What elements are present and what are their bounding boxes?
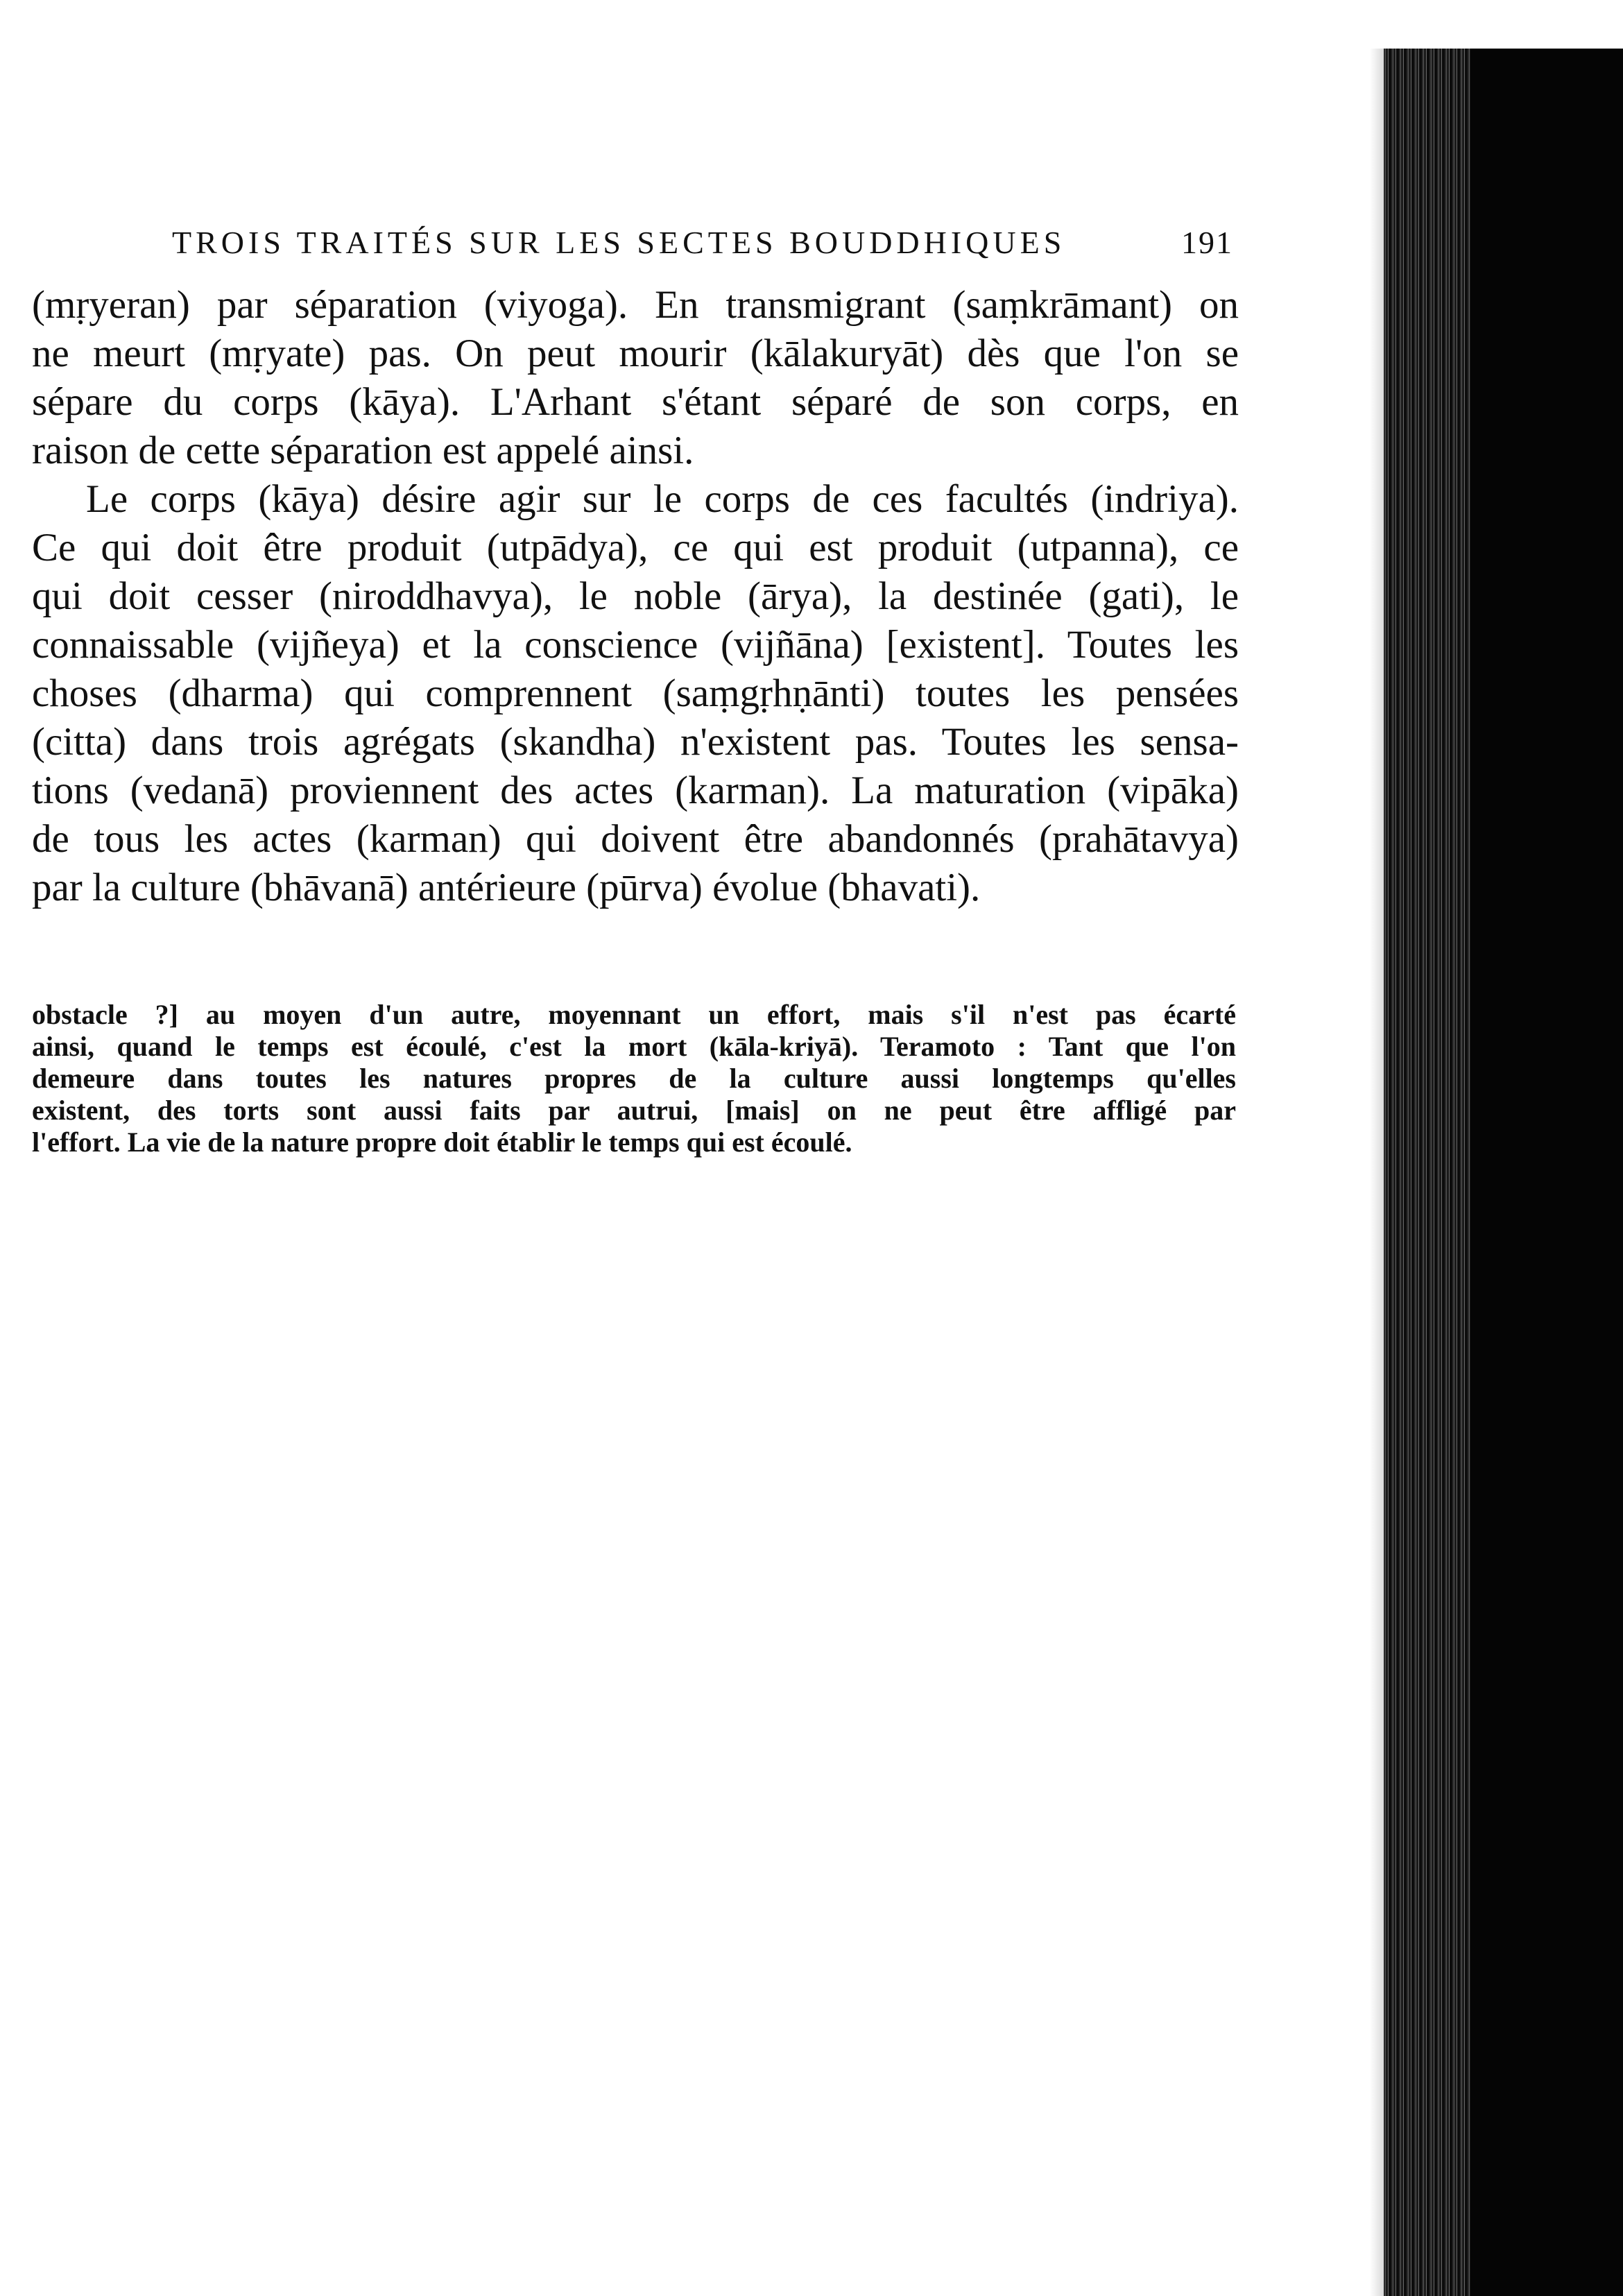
page-number: 191 (1181, 225, 1233, 260)
text-line: Le corps (kāya) désire agir sur le corps de ces facultés (indriya). (86, 477, 1239, 521)
footnote-line: ainsi, quand le temps est écoulé, c'est la mort (kāla-kriyā). Teramoto : Tant que l'on (32, 1031, 1236, 1062)
running-header (172, 222, 1233, 264)
text-line: tions (vedanā) proviennent des actes (karman). La maturation (vipāka) (32, 769, 1239, 812)
text-line: par la culture (bhāvanā) antérieure (pūrva) évolue (bhavati). (32, 866, 981, 909)
footnote-line: demeure dans toutes les natures propres de la culture aussi longtemps qu'elles (32, 1063, 1236, 1094)
footnote-line: l'effort. La vie de la nature propre doit établir le temps qui est écoulé. (32, 1126, 852, 1158)
scan-edge-dark (1470, 49, 1623, 2296)
text-line: Ce qui doit être produit (utpādya), ce qui est produit (utpanna), ce (32, 526, 1239, 569)
text-line: qui doit cesser (niroddhavya), le noble (ārya), la destinée (gati), le (32, 574, 1239, 618)
running-title: TROIS TRAITÉS SUR LES SECTES BOUDDHIQUES (172, 225, 1066, 260)
text-line: de tous les actes (karman) qui doivent être abandonnés (prahātavya) (32, 817, 1239, 861)
main-text (32, 281, 1239, 912)
text-line: sépare du corps (kāya). L'Arhant s'étant séparé de son corps, en (32, 380, 1239, 424)
footnote (32, 999, 1236, 1158)
text-line: choses (dharma) qui comprennent (saṃgṛhṇānti) toutes les pensées (32, 671, 1239, 715)
footnote-line: existent, des torts sont aussi faits par autrui, [mais] on ne peut être affligé par (32, 1095, 1236, 1126)
text-line: ne meurt (mṛyate) pas. On peut mourir (kālakuryāt) dès que l'on se (32, 332, 1239, 375)
text-line: (mṛyeran) par séparation (viyoga). En transmigrant (saṃkrāmant) on (32, 283, 1239, 327)
text-line: (citta) dans trois agrégats (skandha) n'existent pas. Toutes les sensa- (32, 720, 1239, 764)
text-line: connaissable (vijñeya) et la conscience (vijñāna) [existent]. Toutes les (32, 623, 1239, 667)
text-line: raison de cette séparation est appelé ainsi. (32, 429, 694, 472)
footnote-line: obstacle ?] au moyen d'un autre, moyennant un effort, mais s'il n'est pas écarté (32, 999, 1236, 1030)
